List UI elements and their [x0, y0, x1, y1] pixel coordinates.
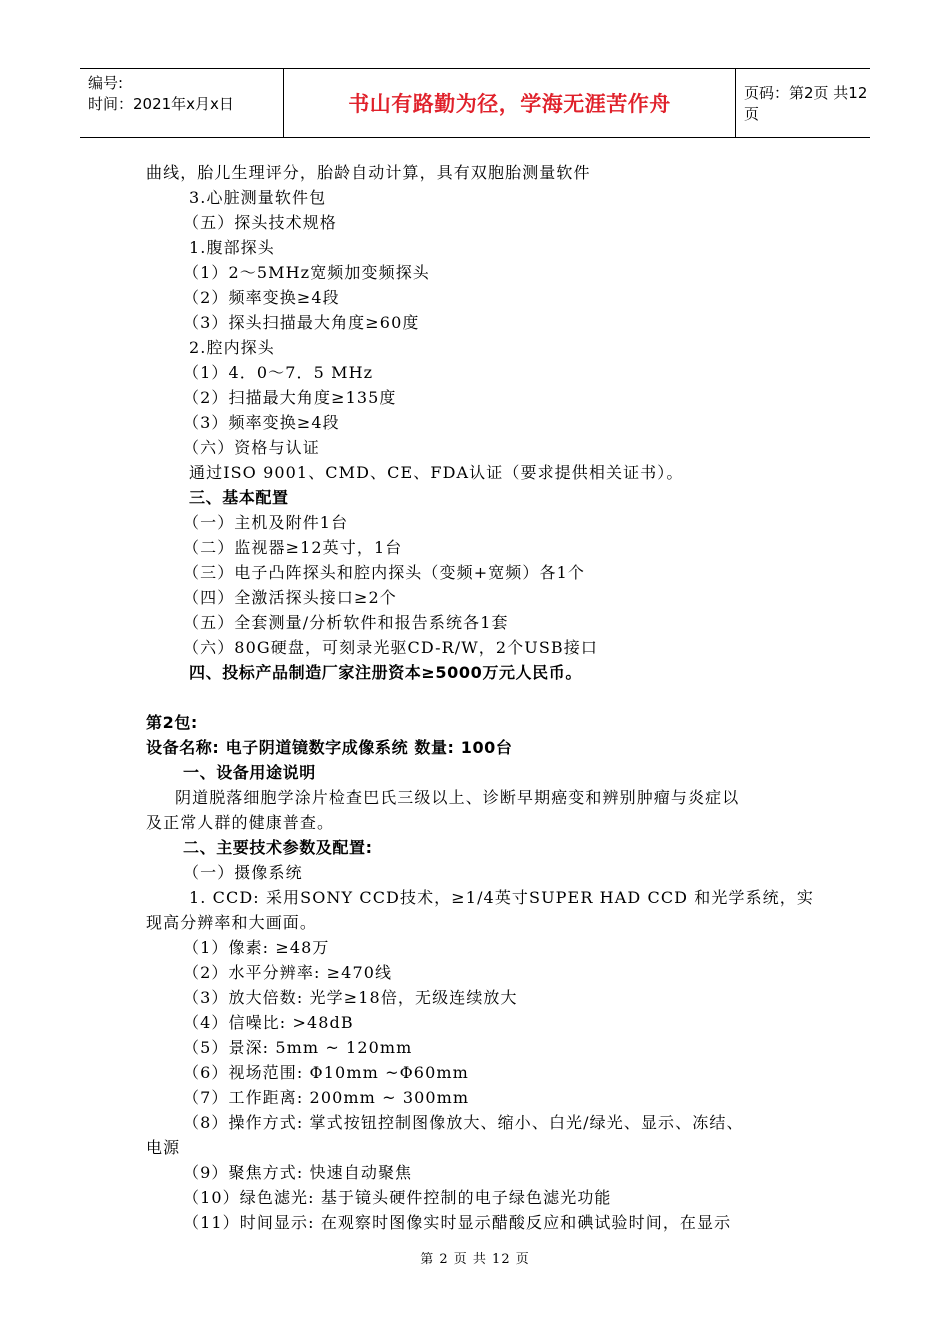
text-line: 3.心脏测量软件包	[189, 188, 327, 207]
text-line: （8）操作方式: 掌式按钮控制图像放大、缩小、白光/绿光、显示、冻结、	[183, 1113, 744, 1132]
header-motto: 书山有路勤为径，学海无涯苦作舟	[348, 92, 671, 116]
text-line: 1. CCD: 采用SONY CCD技术，≥1/4英寸SUPER HAD CCD 和光学系统，实	[189, 888, 814, 907]
text-line: （6）视场范围: Φ10mm ~Φ60mm	[183, 1063, 469, 1082]
text-line: （三）电子凸阵探头和腔内探头（变频+宽频）各1个	[183, 563, 585, 582]
text-line: （2）水平分辨率: ≥470线	[183, 963, 393, 982]
text-line: 及正常人群的健康普查。	[146, 813, 335, 832]
section-heading: 三、基本配置	[189, 488, 289, 507]
document-number: 编号:	[88, 74, 124, 92]
document-date: 时间：2021年x月x日	[88, 95, 234, 113]
text-line: 曲线，胎儿生理评分，胎龄自动计算，具有双胞胎测量软件	[146, 163, 591, 182]
text-line: （五）全套测量/分析软件和报告系统各1套	[183, 613, 509, 632]
text-line: （9）聚焦方式: 快速自动聚焦	[183, 1163, 413, 1182]
text-line: 通过ISO 9001、CMD、CE、FDA认证（要求提供相关证书）。	[189, 463, 684, 482]
text-line: （7）工作距离: 200mm ~ 300mm	[183, 1088, 470, 1107]
text-line: （2）频率变换≥4段	[183, 288, 340, 307]
text-line: （2）扫描最大角度≥135度	[183, 388, 397, 407]
text-line: （一）主机及附件1台	[183, 513, 349, 532]
package-heading: 第2包:	[146, 713, 198, 732]
text-line: （六）资格与认证	[183, 438, 320, 457]
text-line: （1）4．0～7．5 MHz	[183, 363, 374, 382]
text-line: 阴道脱落细胞学涂片检查巴氏三级以上、诊断早期癌变和辨别肿瘤与炎症以	[175, 788, 740, 807]
text-line: （1）像素: ≥48万	[183, 938, 330, 957]
text-line: 电源	[146, 1138, 181, 1157]
text-line: （四）全激活探头接口≥2个	[183, 588, 397, 607]
text-line: （3）频率变换≥4段	[183, 413, 340, 432]
text-line: （1）2～5MHz宽频加变频探头	[183, 263, 430, 282]
text-line: （4）信噪比: >48dB	[183, 1013, 354, 1032]
text-line: （一）摄像系统	[183, 863, 303, 882]
text-line: 现高分辨率和大画面。	[146, 913, 318, 932]
text-line: （五）探头技术规格	[183, 213, 337, 232]
page-footer: 第 2 页 共 12 页	[420, 1252, 530, 1267]
text-line: 1.腹部探头	[189, 238, 275, 257]
text-line: （5）景深: 5mm ~ 120mm	[183, 1038, 413, 1057]
section-heading: 一、设备用途说明	[183, 763, 316, 782]
equipment-name: 设备名称: 电子阴道镜数字成像系统 数量: 100台	[146, 738, 513, 757]
text-line: （二）监视器≥12英寸，1台	[183, 538, 403, 557]
section-heading: 二、主要技术参数及配置:	[183, 838, 373, 857]
text-line: （3）探头扫描最大角度≥60度	[183, 313, 420, 332]
header-page-info: 页码：第2页 共12页	[744, 84, 868, 123]
text-line: （3）放大倍数: 光学≥18倍，无级连续放大	[183, 988, 518, 1007]
text-line: 2.腔内探头	[189, 338, 275, 357]
text-line: （11）时间显示: 在观察时图像实时显示醋酸反应和碘试验时间，在显示	[183, 1213, 732, 1232]
text-line: （六）80G硬盘，可刻录光驱CD-R/W，2个USB接口	[183, 638, 598, 657]
text-line: （10）绿色滤光: 基于镜头硬件控制的电子绿色滤光功能	[183, 1188, 612, 1207]
section-heading: 四、投标产品制造厂家注册资本≥5000万元人民币。	[189, 663, 582, 682]
